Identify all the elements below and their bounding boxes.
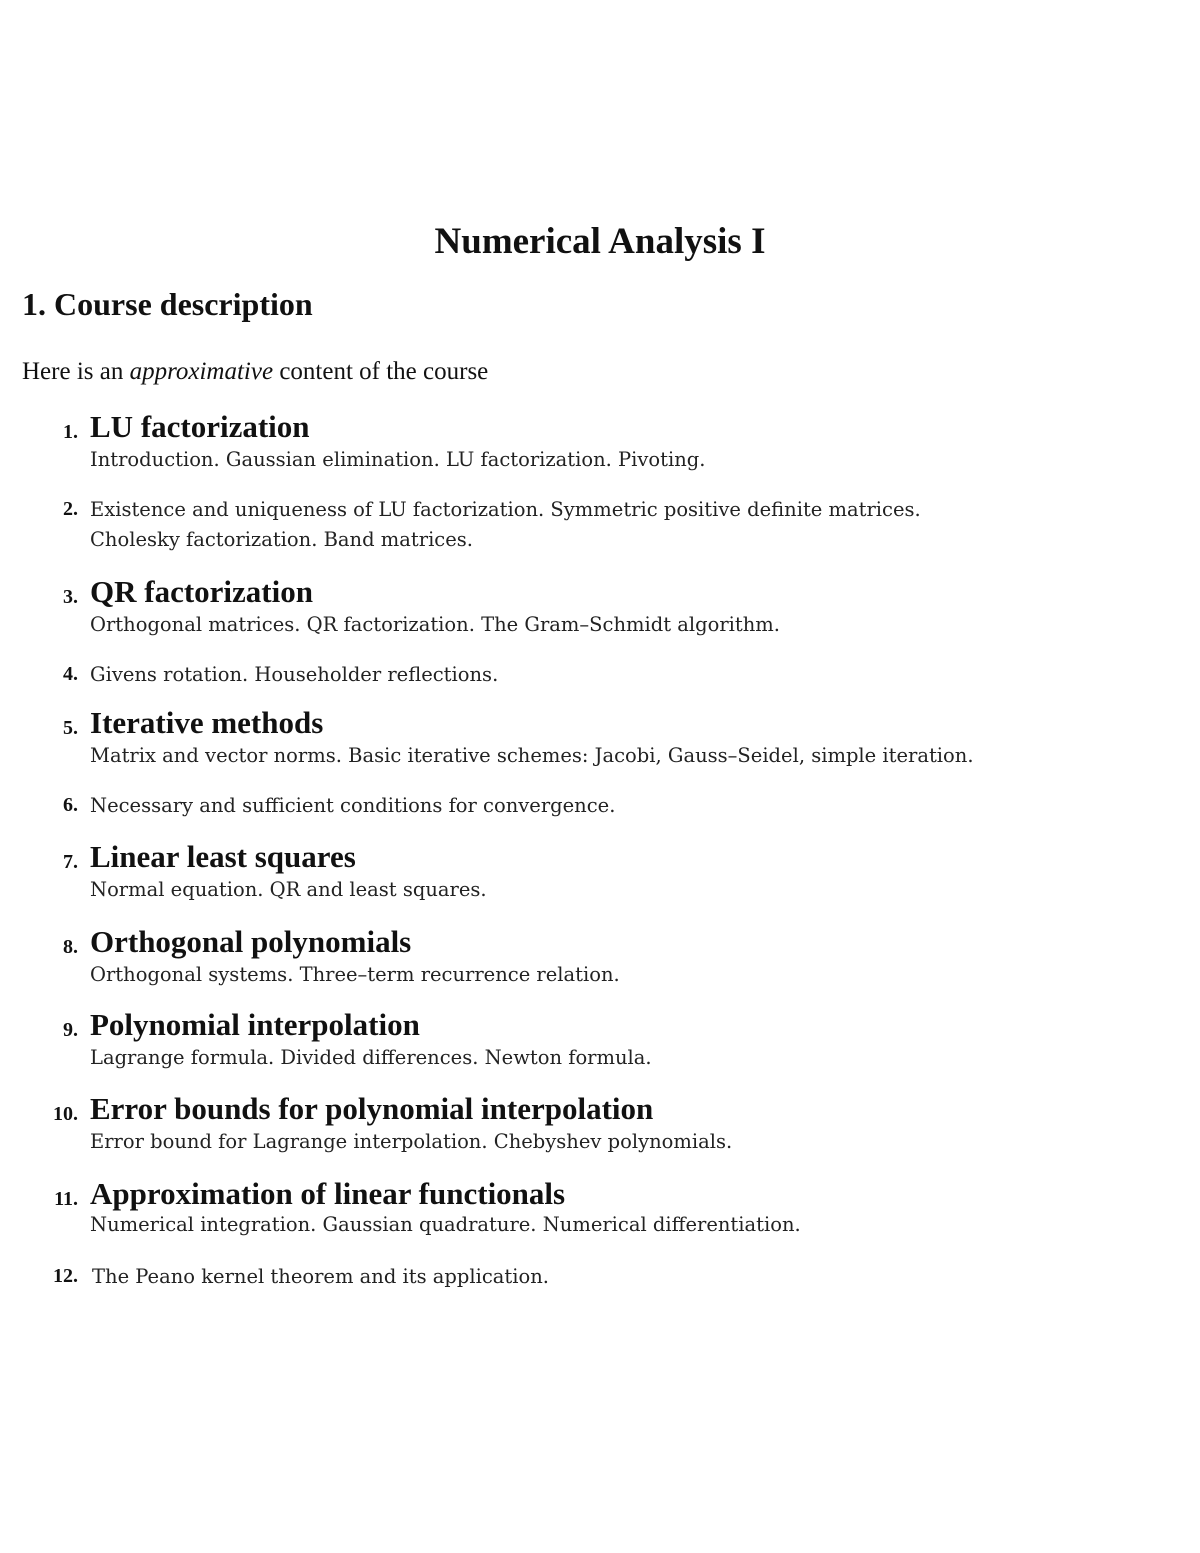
item-number: 3.: [63, 586, 78, 608]
item-description: Necessary and sufficient conditions for convergence.: [90, 794, 616, 817]
item-number: 12.: [53, 1265, 78, 1287]
item-title: LU factorization: [90, 409, 310, 444]
item-title: Approximation of linear functionals: [90, 1176, 566, 1211]
item-number: 9.: [63, 1019, 78, 1041]
item-number: 7.: [63, 851, 78, 873]
item-number: 10.: [53, 1103, 78, 1125]
item-title: Linear least squares: [90, 839, 356, 874]
section-heading: 1. Course description: [22, 286, 313, 322]
item-title: Polynomial interpolation: [90, 1007, 420, 1042]
item-description: Lagrange formula. Divided differences. Newton formula.: [90, 1046, 652, 1069]
item-description: Error bound for Lagrange interpolation. Chebyshev polynomials.: [90, 1130, 733, 1153]
item-number: 5.: [63, 717, 78, 739]
item-description: Introduction. Gaussian elimination. LU factorization. Pivoting.: [90, 448, 706, 471]
intro-after: content of the course: [273, 358, 489, 385]
intro-before: Here is an: [22, 358, 130, 385]
item-description: Existence and uniqueness of LU factorization. Symmetric positive definite matrices.: [90, 498, 921, 521]
item-description-line-2: Cholesky factorization. Band matrices.: [90, 528, 473, 551]
item-title: Iterative methods: [90, 705, 324, 740]
intro-text: [22, 356, 488, 388]
item-title: Error bounds for polynomial interpolation: [90, 1091, 654, 1126]
item-number: 4.: [63, 663, 78, 685]
item-description: Orthogonal systems. Three–term recurrence relation.: [90, 963, 620, 986]
item-number: 11.: [54, 1188, 78, 1210]
item-description: Normal equation. QR and least squares.: [90, 878, 487, 901]
item-description: Numerical integration. Gaussian quadrature. Numerical differentiation.: [90, 1213, 801, 1236]
item-description: Givens rotation. Householder reflections.: [90, 663, 499, 686]
item-title: QR factorization: [90, 574, 313, 609]
item-description: Orthogonal matrices. QR factorization. The Gram–Schmidt algorithm.: [90, 613, 780, 636]
item-number: 1.: [63, 421, 78, 443]
item-number: 2.: [63, 498, 78, 520]
item-description: The Peano kernel theorem and its application.: [92, 1265, 549, 1288]
item-number: 8.: [63, 936, 78, 958]
item-title: Orthogonal polynomials: [90, 924, 412, 959]
item-number: 6.: [63, 794, 78, 816]
intro-emphasis: approximative: [129, 358, 274, 385]
page-title: Numerical Analysis I: [434, 221, 766, 262]
item-description: Matrix and vector norms. Basic iterative schemes: Jacobi, Gauss–Seidel, simple iteration.: [90, 744, 974, 767]
